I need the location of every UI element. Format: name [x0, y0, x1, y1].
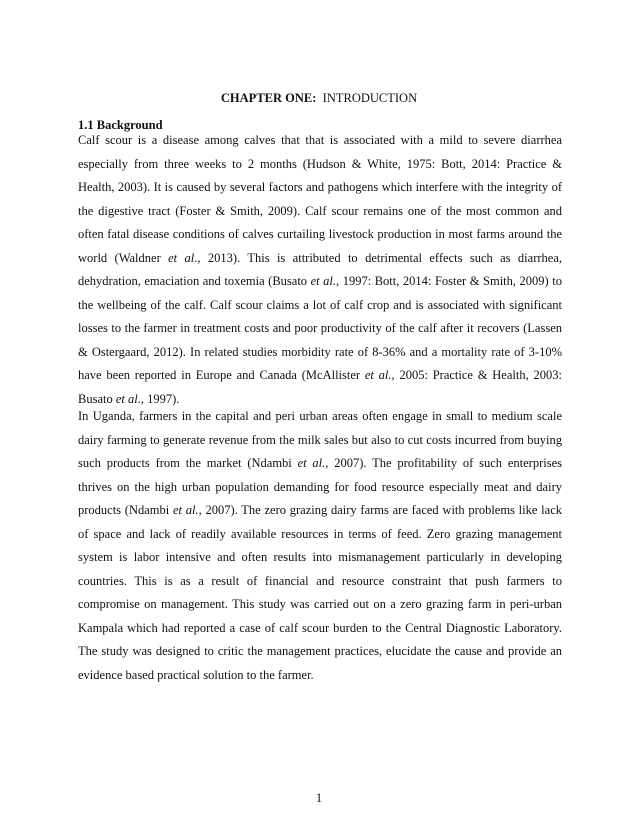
p1-et-al-3: et al., — [364, 368, 395, 382]
p1-text-3: 1997: Bott, 2014: Foster & Smith, 2009) to the wellbeing of the calf. Calf scour claims a lot of calf crop and is associated with significant losses to the farmer in treatment costs and poor productivity of the calf after it recovers (Lassen & Ostergaard, 2012). In related studies morbidity rate of 8-36% and a mortality rate of 3-10% have been reported in Europe and Canada (McAllister — [78, 274, 562, 382]
page-number: 1 — [315, 791, 323, 805]
p1-text-5: 1997). — [143, 391, 180, 406]
p1-et-al-4: et al., — [115, 391, 144, 406]
p2-text-1: In Uganda, farmers in the capital and peri urban areas often engage in small to medium scale dairy farming to generate revenue from the milk sales but also to cut costs incurred from buying such products from the market (Ndambi — [78, 409, 562, 470]
p1-text-2: ., 2013). This is attributed to detrimental effects such as diarrhea, dehydration, emaciation and toxemia (Busato — [78, 250, 563, 288]
p2-et-al-2: et al., — [172, 503, 202, 517]
p2-text-3: 2007). The zero grazing dairy farms are faced with problems like lack of space and lack of readily available resources in terms of feed. Zero grazing management system is labor intensive and often results into mismanagement particularly in developing countries. This is as a result of financial and resource constraint that push farmers to compromise on management. This study was carried out on a zero grazing farm in peri-urban Kampala which had reported a case of calf scour burden to the Central Diagnostic Laboratory. The study was designed to critic the management practices, elucidate the cause and provide an evidence based practical solution to the farmer. — [78, 503, 562, 682]
p1-et-al-2: et al., — [310, 274, 340, 288]
chapter-label: CHAPTER ONE: — [220, 91, 317, 105]
p1-text-4: 2005: Practice & Health, 2003: Busato — [78, 368, 562, 406]
chapter-name: INTRODUCTION — [322, 91, 418, 105]
p1-text-1: Calf scour is a disease among calves that that is associated with a mild to severe diarrhea especially from three weeks to 2 months (Hudson & White, 1975: Bott, 2014: Practice & Health, 2003). It is caused by several factors and pathogens which interfere with the integrity of the digestive tract (Foster & Smith, 2009). Calf scour remains one of the most common and often fatal disease conditions of calves curtailing livestock production in most farms around the world (Waldner — [78, 133, 562, 265]
p1-et-al-1: et al — [168, 250, 195, 265]
p2-et-al-1: et al., — [297, 456, 329, 470]
chapter-title — [0, 90, 638, 106]
section-heading: 1.1 Background — [78, 118, 163, 132]
background-paragraph-1 — [78, 129, 562, 411]
p2-text-2: 2007). The profitability of such enterprises thrives on the high urban population demanding for food resource especially meat and dairy products (Ndambi — [78, 456, 562, 517]
background-paragraph-2 — [78, 405, 562, 687]
